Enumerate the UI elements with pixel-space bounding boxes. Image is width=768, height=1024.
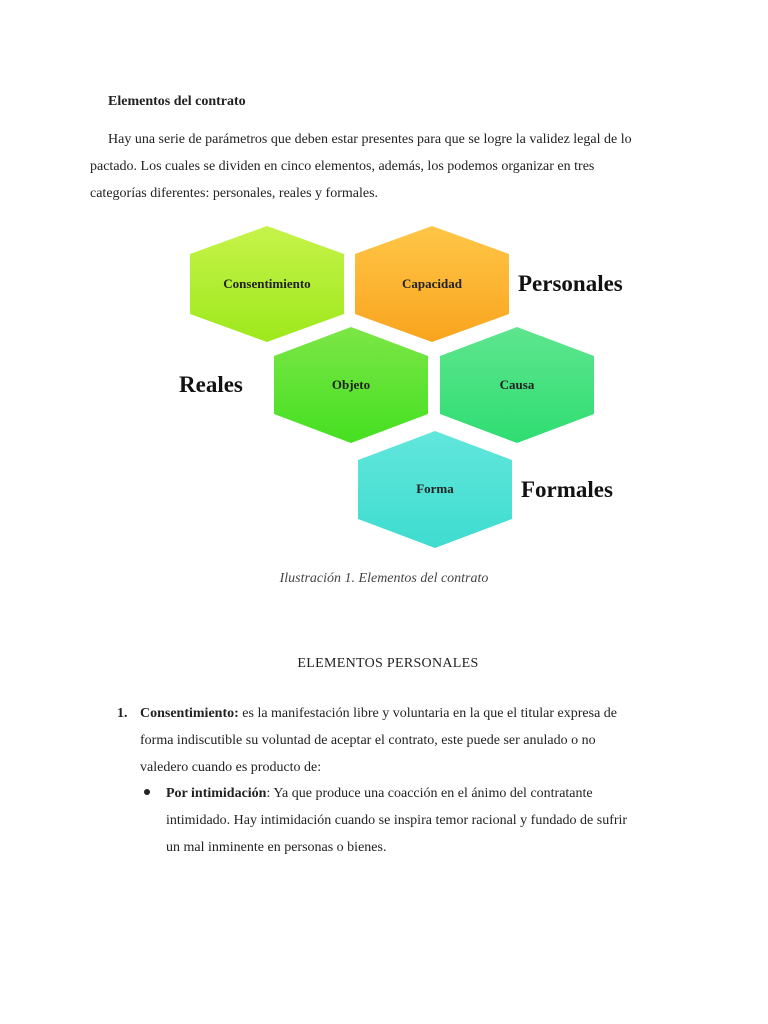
intro-line: categorías diferentes: personales, reales y formales. xyxy=(90,186,379,201)
bullet-text: : Ya que produce una coacción en el ánimo del contratante xyxy=(266,786,593,801)
list-term: Consentimiento: xyxy=(140,706,239,721)
bullet-text: un mal inminente en personas o bienes. xyxy=(166,840,387,855)
hexagon-forma xyxy=(358,431,512,548)
intro-line: pactado. Los cuales se dividen en cinco elementos, además, los podemos organizar en tres xyxy=(90,159,595,174)
hexagon-capacidad xyxy=(355,226,509,342)
hexagon-objeto xyxy=(274,327,428,443)
list-text: forma indiscutible su voluntad de aceptar el contrato, este puede ser anulado o no xyxy=(140,733,596,748)
intro-paragraph xyxy=(90,126,690,207)
hexagon-label: Objeto xyxy=(331,377,371,392)
hexagon-label: Consentimiento xyxy=(223,276,311,291)
bullet-text: intimidado. Hay intimidación cuando se inspira temor racional y fundado de sufrir xyxy=(166,813,628,828)
list-text: es la manifestación libre y voluntaria en la que el titular expresa de xyxy=(238,706,618,721)
contract-elements-diagram xyxy=(0,220,768,560)
section-title: ELEMENTOS PERSONALES xyxy=(297,656,479,671)
category-label-reales: Reales xyxy=(179,372,243,397)
hexagon-causa xyxy=(440,327,594,443)
hexagon-label: Causa xyxy=(499,377,535,392)
category-label-formales: Formales xyxy=(521,477,613,502)
bullet-term: Por intimidación xyxy=(166,786,267,801)
category-label-personales: Personales xyxy=(518,271,623,296)
list-number: 1. xyxy=(117,706,128,721)
bullet-icon xyxy=(144,789,150,795)
section-heading: Elementos del contrato xyxy=(108,94,246,109)
hexagon-label: Capacidad xyxy=(402,276,462,291)
intro-line: Hay una serie de parámetros que deben estar presentes para que se logre la validez legal de lo xyxy=(108,132,632,147)
figure-caption: Ilustración 1. Elementos del contrato xyxy=(279,571,489,586)
hexagon-label: Forma xyxy=(416,481,454,496)
hexagon-consentimiento xyxy=(190,226,344,342)
list-text: valedero cuando es producto de: xyxy=(140,760,322,775)
list-item-consentimiento xyxy=(140,700,680,781)
bullet-item-intimidacion xyxy=(166,780,686,861)
